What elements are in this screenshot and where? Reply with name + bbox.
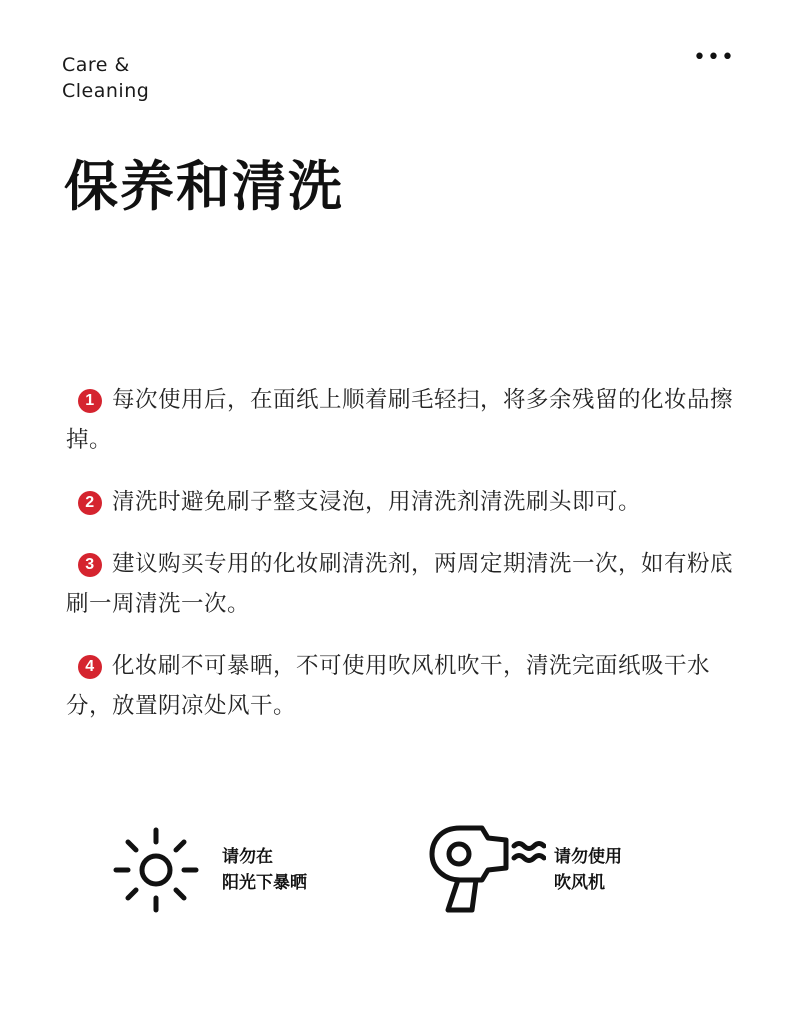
step-text: 建议购买专用的化妆刷清洗剂，两周定期清洗一次，如有粉底刷一周清洗一次。 bbox=[66, 551, 734, 617]
step-text: 清洗时避免刷子整支浸泡，用清洗剂清洗刷头即可。 bbox=[112, 489, 642, 515]
step-text: 每次使用后，在面纸上顺着刷毛轻扫，将多余残留的化妆品擦掉。 bbox=[66, 387, 734, 453]
eyebrow-line-2: Cleaning bbox=[62, 80, 150, 102]
warning-no-sun-label bbox=[222, 844, 307, 896]
step-number-badge: 4 bbox=[78, 655, 102, 679]
step-number-badge: 3 bbox=[78, 553, 102, 577]
warning-no-sun bbox=[108, 822, 307, 918]
warning-no-sun-line-1: 请勿在 bbox=[222, 847, 273, 867]
warning-no-sun-line-2: 阳光下暴晒 bbox=[222, 873, 307, 893]
eyebrow bbox=[62, 52, 149, 104]
step-text: 化妆刷不可暴晒，不可使用吹风机吹干，清洗完面纸吸干水分，放置阴凉处风干。 bbox=[66, 653, 711, 719]
care-steps bbox=[66, 380, 736, 748]
warning-no-dryer-line-2: 吹风机 bbox=[554, 873, 605, 893]
step-item bbox=[66, 544, 736, 624]
step-number-badge: 1 bbox=[78, 389, 102, 413]
step-item bbox=[66, 646, 736, 726]
step-item bbox=[66, 380, 736, 460]
page-title: 保养和清洗 bbox=[64, 155, 344, 218]
warning-no-dryer-label bbox=[554, 844, 622, 896]
eyebrow-line-1: Care & bbox=[62, 54, 130, 76]
more-menu-icon[interactable]: ••• bbox=[693, 45, 735, 70]
warning-no-dryer-line-1: 请勿使用 bbox=[554, 847, 622, 867]
hair-dryer-icon bbox=[428, 822, 546, 918]
sun-icon bbox=[108, 822, 204, 918]
step-number-badge: 2 bbox=[78, 491, 102, 515]
warning-no-dryer bbox=[428, 822, 622, 918]
step-item bbox=[66, 482, 736, 522]
